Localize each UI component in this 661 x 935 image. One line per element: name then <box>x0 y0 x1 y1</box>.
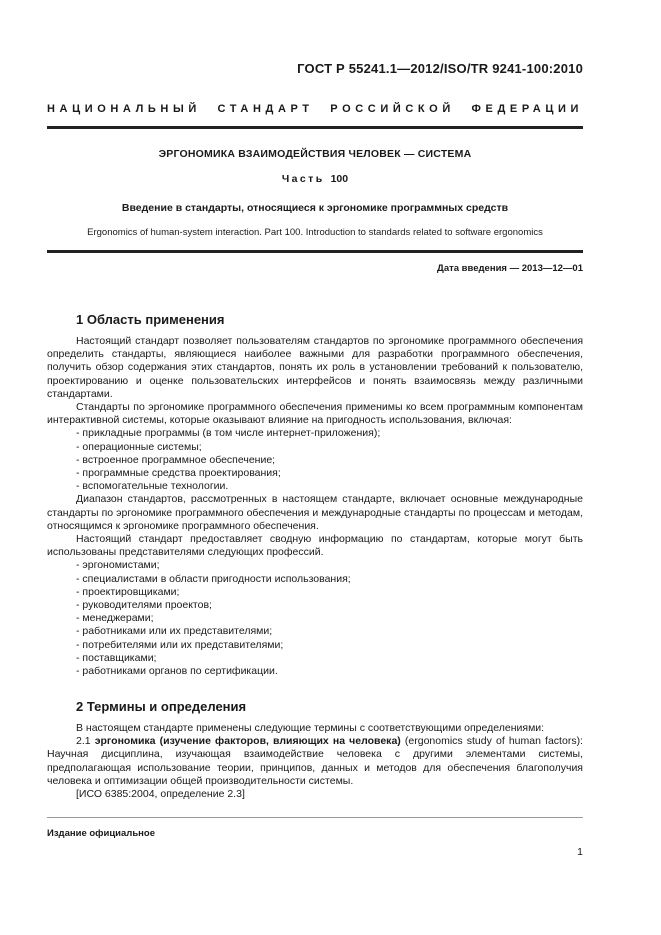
footer-divider <box>47 817 583 818</box>
title-divider <box>47 250 583 253</box>
top-divider <box>47 126 583 129</box>
term-name: эргономика (изучение факторов, влияющих на человека) <box>94 735 401 748</box>
section-scope <box>47 312 583 678</box>
list-item: - поставщиками; <box>47 652 583 665</box>
section-body <box>47 722 583 801</box>
section-title: 2 Термины и определения <box>76 699 247 714</box>
paragraph: Настоящий стандарт позволяет пользователям стандартов по эргономике программного обеспечения определить стандарты, являющиеся наиболее важными для разработки программного обеспечения, получить обзор содержания этих стандартов, понять их роль в установлении требований к пользователю, проектированию и оценке пользовательских интерфейсов и понять взаимосвязь между различными стандартами. <box>47 335 583 400</box>
heading-word: РОССИЙСКОЙ <box>330 103 455 115</box>
list-item: - работниками или их представителями; <box>47 625 583 638</box>
list-item: - встроенное программное обеспечение; <box>47 454 583 467</box>
term-definition <box>47 735 583 788</box>
term-text: (ergonomics study of human factors): Научная дисциплина, изучающая взаимодействие человека с другими элементами системы, предполагающая использование теории, принципов, данных и методов для обеспечения благополучия человека и оптимизации общей производительности системы. <box>47 735 583 787</box>
paragraph: Настоящий стандарт предоставляет сводную информацию по стандартам, которые могут быть использованы представителями следующих профессий. <box>47 533 583 559</box>
components-list <box>47 427 583 493</box>
edition-note: Издание официальное <box>47 828 155 839</box>
part-number: 100 <box>330 173 349 185</box>
list-item: - прикладные программы (в том числе интернет-приложения); <box>47 427 583 440</box>
term-number: 2.1 <box>76 735 91 748</box>
list-item: - эргономистами; <box>47 559 583 572</box>
introduction-date: Дата введения — 2013—12—01 <box>437 263 583 274</box>
paragraph: В настоящем стандарте применены следующие термины с соответствующими определениями: <box>76 722 545 734</box>
document-title: ЭРГОНОМИКА ВЗАИМОДЕЙСТВИЯ ЧЕЛОВЕК — СИСТЕМА <box>158 148 472 160</box>
professions-list <box>47 559 583 678</box>
national-standard-heading <box>47 103 583 115</box>
heading-word: СТАНДАРТ <box>217 103 314 115</box>
list-item: - вспомогательные технологии. <box>47 480 583 493</box>
list-item: - потребителями или их представителями; <box>47 639 583 652</box>
section-title: 1 Область применения <box>76 312 225 327</box>
english-title: Ergonomics of human-system interaction. Part 100. Introduction to standards related to software ergonomics <box>87 227 543 238</box>
document-subtitle: Введение в стандарты, относящиеся к эргономике программных средств <box>121 202 509 214</box>
part-label: Часть <box>281 173 325 185</box>
heading-word: НАЦИОНАЛЬНЫЙ <box>47 103 201 115</box>
list-item: - работниками органов по сертификации. <box>47 665 583 678</box>
heading-word: ФЕДЕРАЦИИ <box>471 103 583 115</box>
list-item: - проектировщиками; <box>47 586 583 599</box>
term-reference: [ИСО 6385:2004, определение 2.3] <box>76 788 245 801</box>
list-item: - руководителями проектов; <box>47 599 583 612</box>
list-item: - программные средства проектирования; <box>47 467 583 480</box>
list-item: - операционные системы; <box>47 441 583 454</box>
document-identifier: ГОСТ Р 55241.1—2012/ISO/TR 9241-100:2010 <box>297 61 583 76</box>
list-item: - менеджерами; <box>47 612 583 625</box>
list-item: - специалистами в области пригодности использования; <box>47 573 583 586</box>
paragraph: Диапазон стандартов, рассмотренных в настоящем стандарте, включает основные международные стандарты по эргономике программного обеспечения и международные стандарты по процессам и методам, относящимся к эргономике программного обеспечения. <box>47 493 583 532</box>
paragraph: Стандарты по эргономике программного обеспечения применимы ко всем программным компонентам интерактивной системы, которые оказывают влияние на пригодность использования, включая: <box>47 401 583 427</box>
section-body <box>47 335 583 678</box>
page-number: 1 <box>577 846 583 858</box>
part-heading <box>47 173 583 185</box>
section-terms <box>47 699 583 801</box>
